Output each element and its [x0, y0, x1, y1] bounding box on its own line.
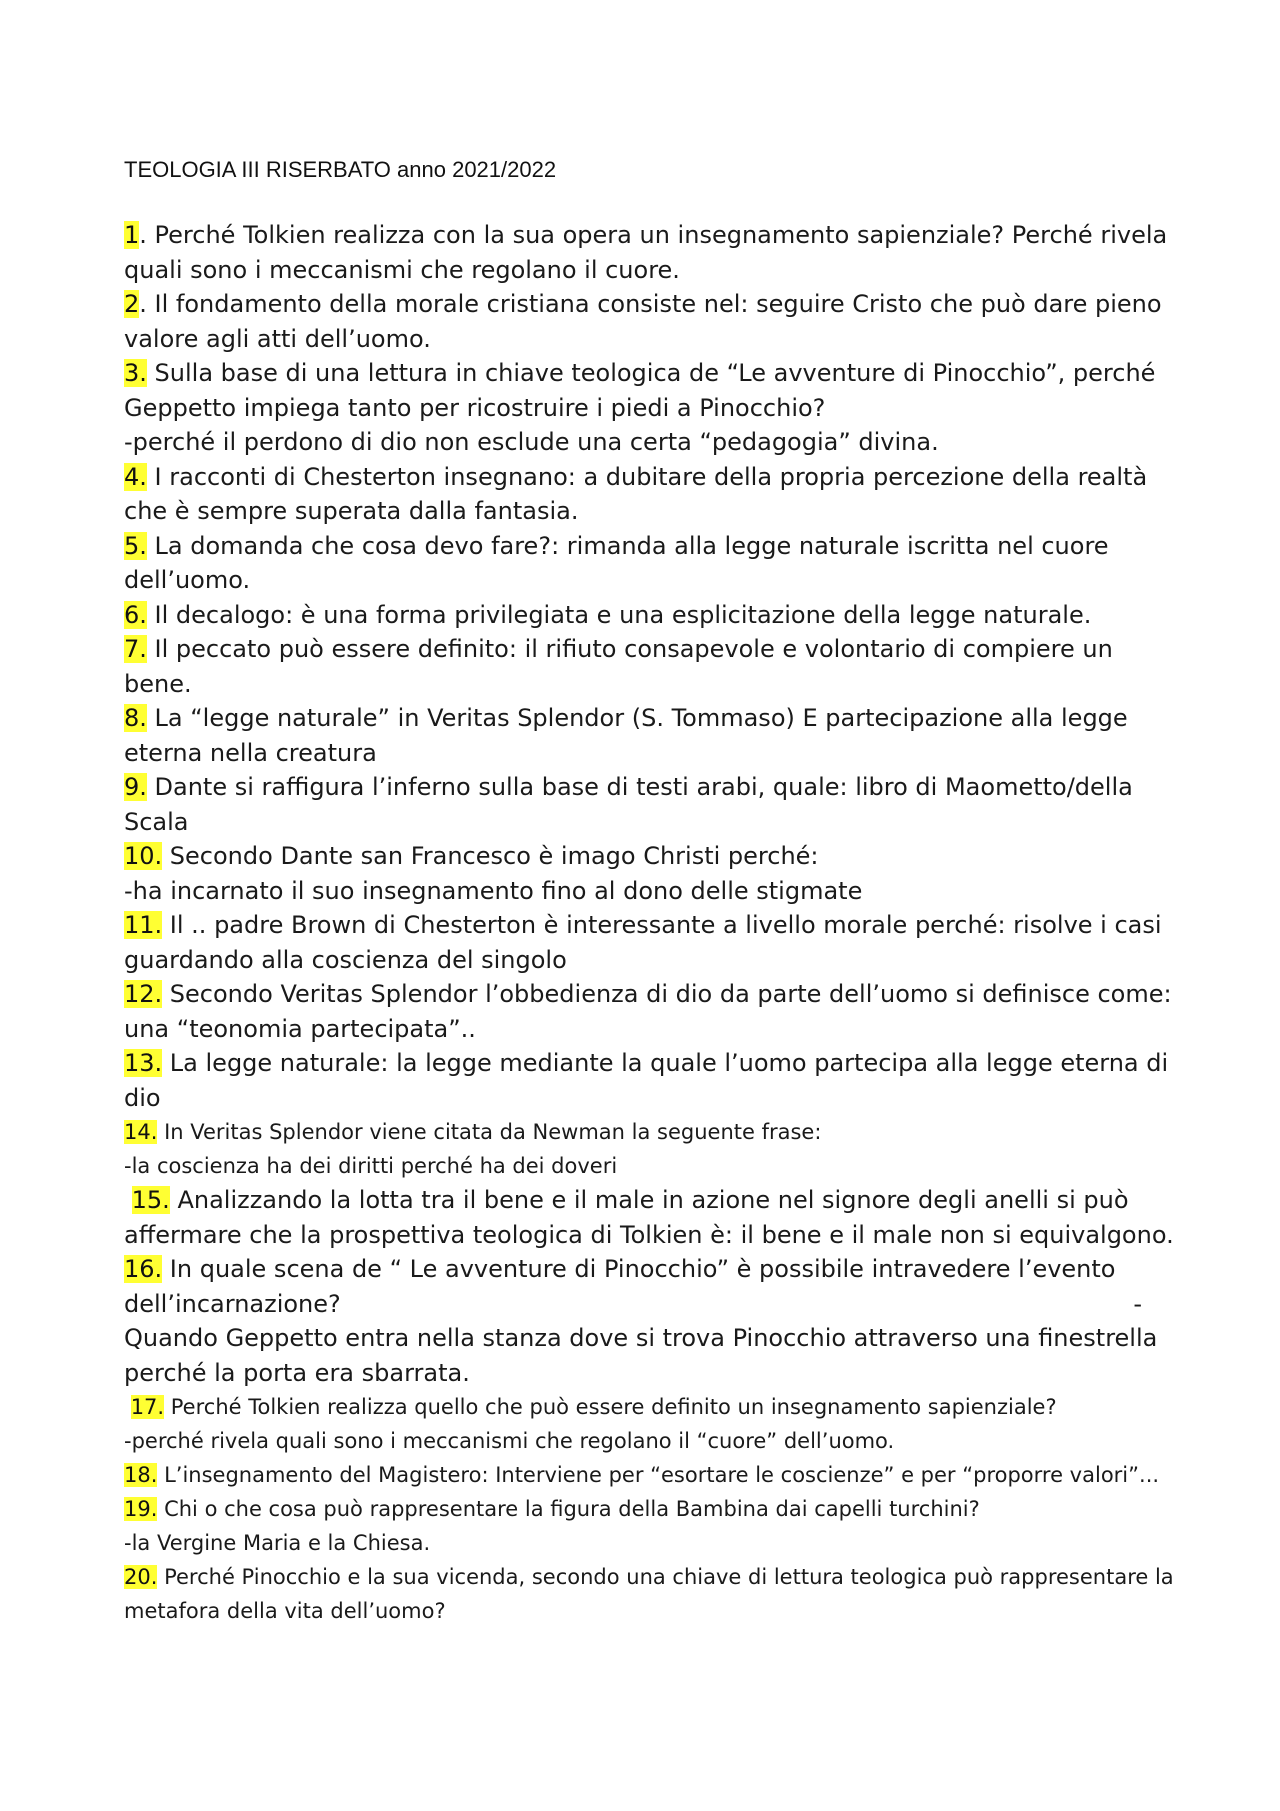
- question-answer: -ha incarnato il suo insegnamento fino al dono delle stigmate: [124, 876, 863, 905]
- question-text: In Veritas Splendor viene citata da Newman la seguente frase:: [157, 1120, 822, 1144]
- question-item: [124, 701, 1174, 770]
- question-item: [124, 1252, 1174, 1390]
- question-text: Il .. padre Brown di Chesterton è interessante a livello morale perché: risolve i casi guardando alla coscienza del singolo: [124, 911, 1162, 974]
- question-answer: -la Vergine Maria e la Chiesa.: [124, 1531, 431, 1555]
- question-item: [124, 1115, 1174, 1183]
- question-item: [124, 529, 1174, 598]
- question-item: [124, 356, 1174, 460]
- question-text: Il decalogo: è una forma privilegiata e una esplicitazione della legge naturale.: [146, 600, 1092, 629]
- question-text: Analizzando la lotta tra il bene e il male in azione nel signore degli anelli si può affermare che la prospettiva teologica di Tolkien è: il bene e il male non si equivalgono.: [124, 1186, 1174, 1249]
- question-number: 9.: [124, 773, 147, 801]
- question-leading-space: [124, 1186, 132, 1214]
- question-number: 13.: [124, 1049, 163, 1077]
- question-answer: -perché rivela quali sono i meccanismi che regolano il “cuore” dell’uomo.: [124, 1429, 895, 1453]
- question-text: Perché Tolkien realizza quello che può essere definito un insegnamento sapienziale?: [164, 1395, 1057, 1419]
- question-number: 10.: [124, 842, 163, 870]
- question-text: Dante si raffigura l’inferno sulla base di testi arabi, quale: libro di Maometto/della Scala: [124, 773, 1133, 836]
- question-item: [124, 1458, 1174, 1492]
- question-item: [124, 1492, 1174, 1560]
- question-number: 3.: [124, 359, 147, 387]
- question-number: 16.: [124, 1255, 163, 1283]
- question-text: . Il fondamento della morale cristiana consiste nel: seguire Cristo che può dare pieno valore agli atti dell’uomo.: [124, 290, 1162, 353]
- question-text: Perché Pinocchio e la sua vicenda, secondo una chiave di lettura teologica può rappresentare la metafora della vita dell’uomo?: [124, 1565, 1174, 1623]
- question-text: La legge naturale: la legge mediante la quale l’uomo partecipa alla legge eterna di dio: [124, 1049, 1169, 1112]
- question-list: [124, 218, 1174, 1628]
- question-item: [124, 1390, 1174, 1458]
- question-text: La “legge naturale” in Veritas Splendor (S. Tommaso) E partecipazione alla legge eterna nella creatura: [124, 704, 1128, 767]
- question-answer: -la coscienza ha dei diritti perché ha dei doveri: [124, 1154, 618, 1178]
- question-item: [124, 287, 1174, 356]
- question-text: Il peccato può essere definito: il rifiuto consapevole e volontario di compiere un bene.: [124, 635, 1113, 698]
- question-number: 18.: [124, 1463, 158, 1487]
- question-number: 2: [124, 290, 140, 318]
- question-item: [124, 218, 1174, 287]
- question-number: 8.: [124, 704, 147, 732]
- question-number: 4.: [124, 462, 147, 491]
- question-item: [124, 460, 1174, 529]
- question-number: 11.: [124, 911, 163, 939]
- question-text: Secondo Veritas Splendor l’obbedienza di dio da parte dell’uomo si definisce come: una “teonomia partecipata”..: [124, 980, 1172, 1043]
- question-item: [124, 632, 1174, 701]
- question-text: Secondo Dante san Francesco è imago Christi perché:: [162, 842, 819, 870]
- question-item: [124, 1183, 1174, 1252]
- question-trailing-dash: -: [1133, 1289, 1142, 1318]
- question-text: I racconti di Chesterton insegnano: a dubitare della propria percezione della realtà che è sempre superata dalla fantasia.: [124, 462, 1148, 525]
- question-number: 14.: [124, 1120, 158, 1144]
- page-title: TEOLOGIA III RISERBATO anno 2021/2022: [124, 157, 557, 182]
- question-number: 5.: [124, 531, 147, 560]
- question-item: [124, 908, 1174, 977]
- question-text: Sulla base di una lettura in chiave teologica de “Le avventure di Pinocchio”, perché Geppetto impiega tanto per ricostruire i piedi a Pinocchio?: [124, 359, 1156, 422]
- question-answer: Quando Geppetto entra nella stanza dove si trova Pinocchio attraverso una finestrella perché la porta era sbarrata.: [124, 1324, 1158, 1387]
- question-item: [124, 1046, 1174, 1115]
- question-item: [124, 770, 1174, 839]
- question-number: 17.: [130, 1395, 165, 1419]
- question-text: L’insegnamento del Magistero: Interviene per “esortare le coscienze” e per “proporre valori”...: [157, 1463, 1160, 1487]
- question-text: . Perché Tolkien realizza con la sua opera un insegnamento sapienziale? Perché rivela quali sono i meccanismi che regolano il cuore.: [124, 221, 1168, 284]
- question-item: [124, 598, 1174, 633]
- question-answer: -perché il perdono di dio non esclude una certa “pedagogia” divina.: [124, 428, 939, 456]
- question-number: 6.: [124, 600, 147, 629]
- question-text: La domanda che cosa devo fare?: rimanda alla legge naturale iscritta nel cuore dell’uomo.: [124, 531, 1109, 594]
- question-item: [124, 839, 1174, 908]
- question-number: 7.: [124, 635, 147, 663]
- question-number: 1: [124, 221, 140, 249]
- question-number: 15.: [131, 1186, 170, 1214]
- question-item: [124, 1560, 1174, 1628]
- question-leading-space: [124, 1395, 131, 1419]
- question-text: In quale scena de “ Le avventure di Pinocchio” è possibile intravedere l’evento dell’incarnazione?: [124, 1255, 1116, 1318]
- question-number: 20.: [124, 1565, 158, 1589]
- question-number: 19.: [124, 1497, 158, 1521]
- question-item: [124, 977, 1174, 1046]
- question-number: 12.: [124, 980, 163, 1008]
- question-text: Chi o che cosa può rappresentare la figura della Bambina dai capelli turchini?: [157, 1497, 980, 1521]
